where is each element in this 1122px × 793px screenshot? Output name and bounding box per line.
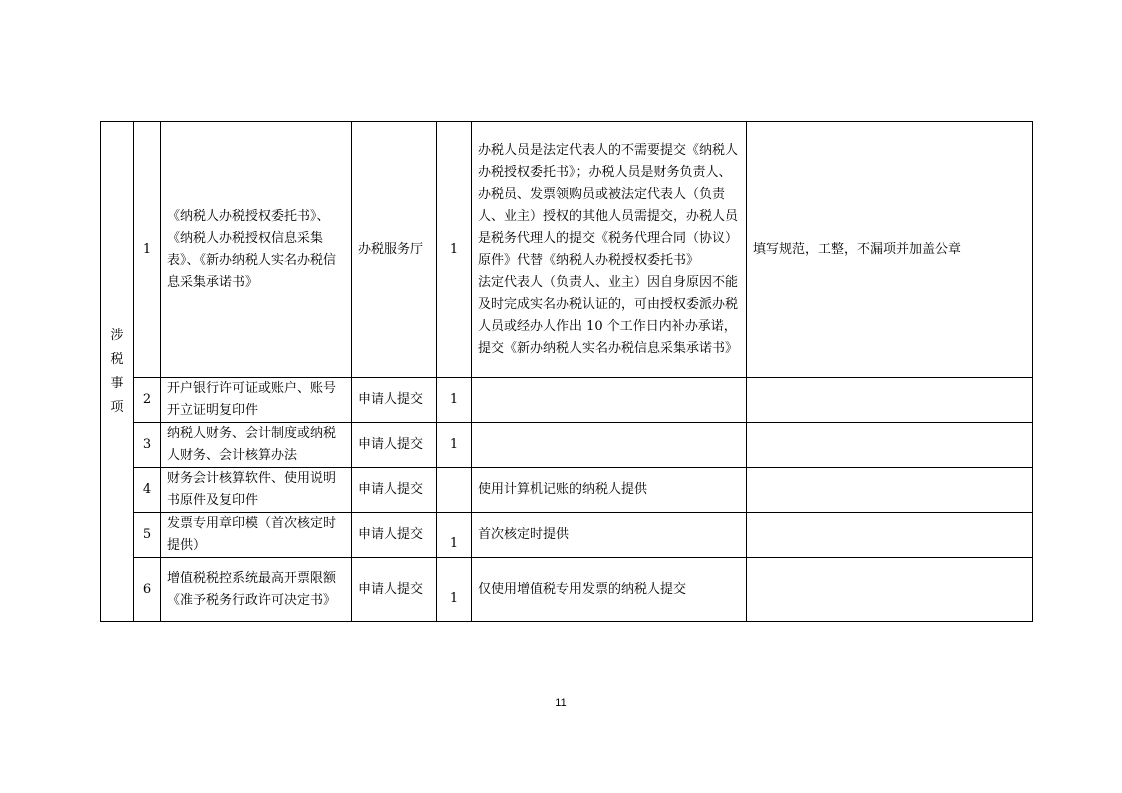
location-cell: 申请人提交 <box>352 513 437 558</box>
table-row <box>101 423 1033 468</box>
material-name-cell: 《纳税人办税授权委托书》、《纳税人办税授权信息采集表》、《新办纳税人实名办税信息采集承诺书》 <box>161 122 352 378</box>
quantity-cell: 1 <box>437 423 472 468</box>
quantity-cell <box>437 468 472 513</box>
table-row <box>101 122 1033 378</box>
requirement-cell <box>747 378 1033 423</box>
note-cell: 使用计算机记账的纳税人提供 <box>472 468 747 513</box>
table-row <box>101 468 1033 513</box>
seq-cell: 4 <box>134 468 161 513</box>
note-cell <box>472 378 747 423</box>
location-cell: 办税服务厅 <box>352 122 437 378</box>
seq-cell: 2 <box>134 378 161 423</box>
table-row <box>101 513 1033 558</box>
seq-cell: 5 <box>134 513 161 558</box>
table-row <box>101 378 1033 423</box>
note-paragraph: 办税人员是法定代表人的不需要提交《纳税人办税授权委托书》；办税人员是财务负责人、办税员、发票领购员或被法定代表人（负责人、业主）授权的其他人员需提交，办税人员是税务代理人的提交《税务代理合同（协议）原件》代替《纳税人办税授权委托书》 <box>478 142 739 268</box>
location-cell: 申请人提交 <box>352 423 437 468</box>
material-name-cell: 开户银行许可证或账户、账号开立证明复印件 <box>161 378 352 423</box>
category-char: 事 <box>110 375 124 391</box>
category-cell <box>101 122 134 622</box>
requirement-cell <box>747 558 1033 622</box>
category-char: 项 <box>110 399 124 415</box>
note-cell: 首次核定时提供 <box>472 513 747 558</box>
seq-cell: 1 <box>134 122 161 378</box>
note-paragraph: 法定代表人（负责人、业主）因自身原因不能及时完成实名办税认证的，可由授权委派办税人员或经办人作出 10 个工作日内补办承诺，提交《新办纳税人实名办税信息采集承诺书》 <box>478 274 739 356</box>
quantity-cell <box>437 513 472 558</box>
note-cell: 仅使用增值税专用发票的纳税人提交 <box>472 558 747 622</box>
note-cell <box>472 423 747 468</box>
material-name-cell: 财务会计核算软件、使用说明书原件及复印件 <box>161 468 352 513</box>
seq-cell: 6 <box>134 558 161 622</box>
quantity-value: 1 <box>449 536 459 551</box>
requirement-cell <box>747 468 1033 513</box>
requirement-cell: 填写规范，工整，不漏项并加盖公章 <box>747 122 1033 378</box>
category-char: 涉 <box>110 327 124 343</box>
location-cell: 申请人提交 <box>352 558 437 622</box>
note-cell <box>472 122 747 378</box>
quantity-cell: 1 <box>437 378 472 423</box>
page-number: 11 <box>555 697 567 709</box>
table-row <box>101 558 1033 622</box>
location-cell: 申请人提交 <box>352 378 437 423</box>
location-cell: 申请人提交 <box>352 468 437 513</box>
material-name-cell: 纳税人财务、会计制度或纳税人财务、会计核算办法 <box>161 423 352 468</box>
quantity-cell <box>437 558 472 622</box>
materials-table <box>100 121 1033 622</box>
quantity-value: 1 <box>449 590 459 606</box>
material-name-cell: 发票专用章印模（首次核定时提供） <box>161 513 352 558</box>
requirement-cell <box>747 513 1033 558</box>
category-char: 税 <box>110 351 124 367</box>
seq-cell: 3 <box>134 423 161 468</box>
quantity-cell: 1 <box>437 122 472 378</box>
material-name-cell: 增值税税控系统最高开票限额《准予税务行政许可决定书》 <box>161 558 352 622</box>
requirement-cell <box>747 423 1033 468</box>
